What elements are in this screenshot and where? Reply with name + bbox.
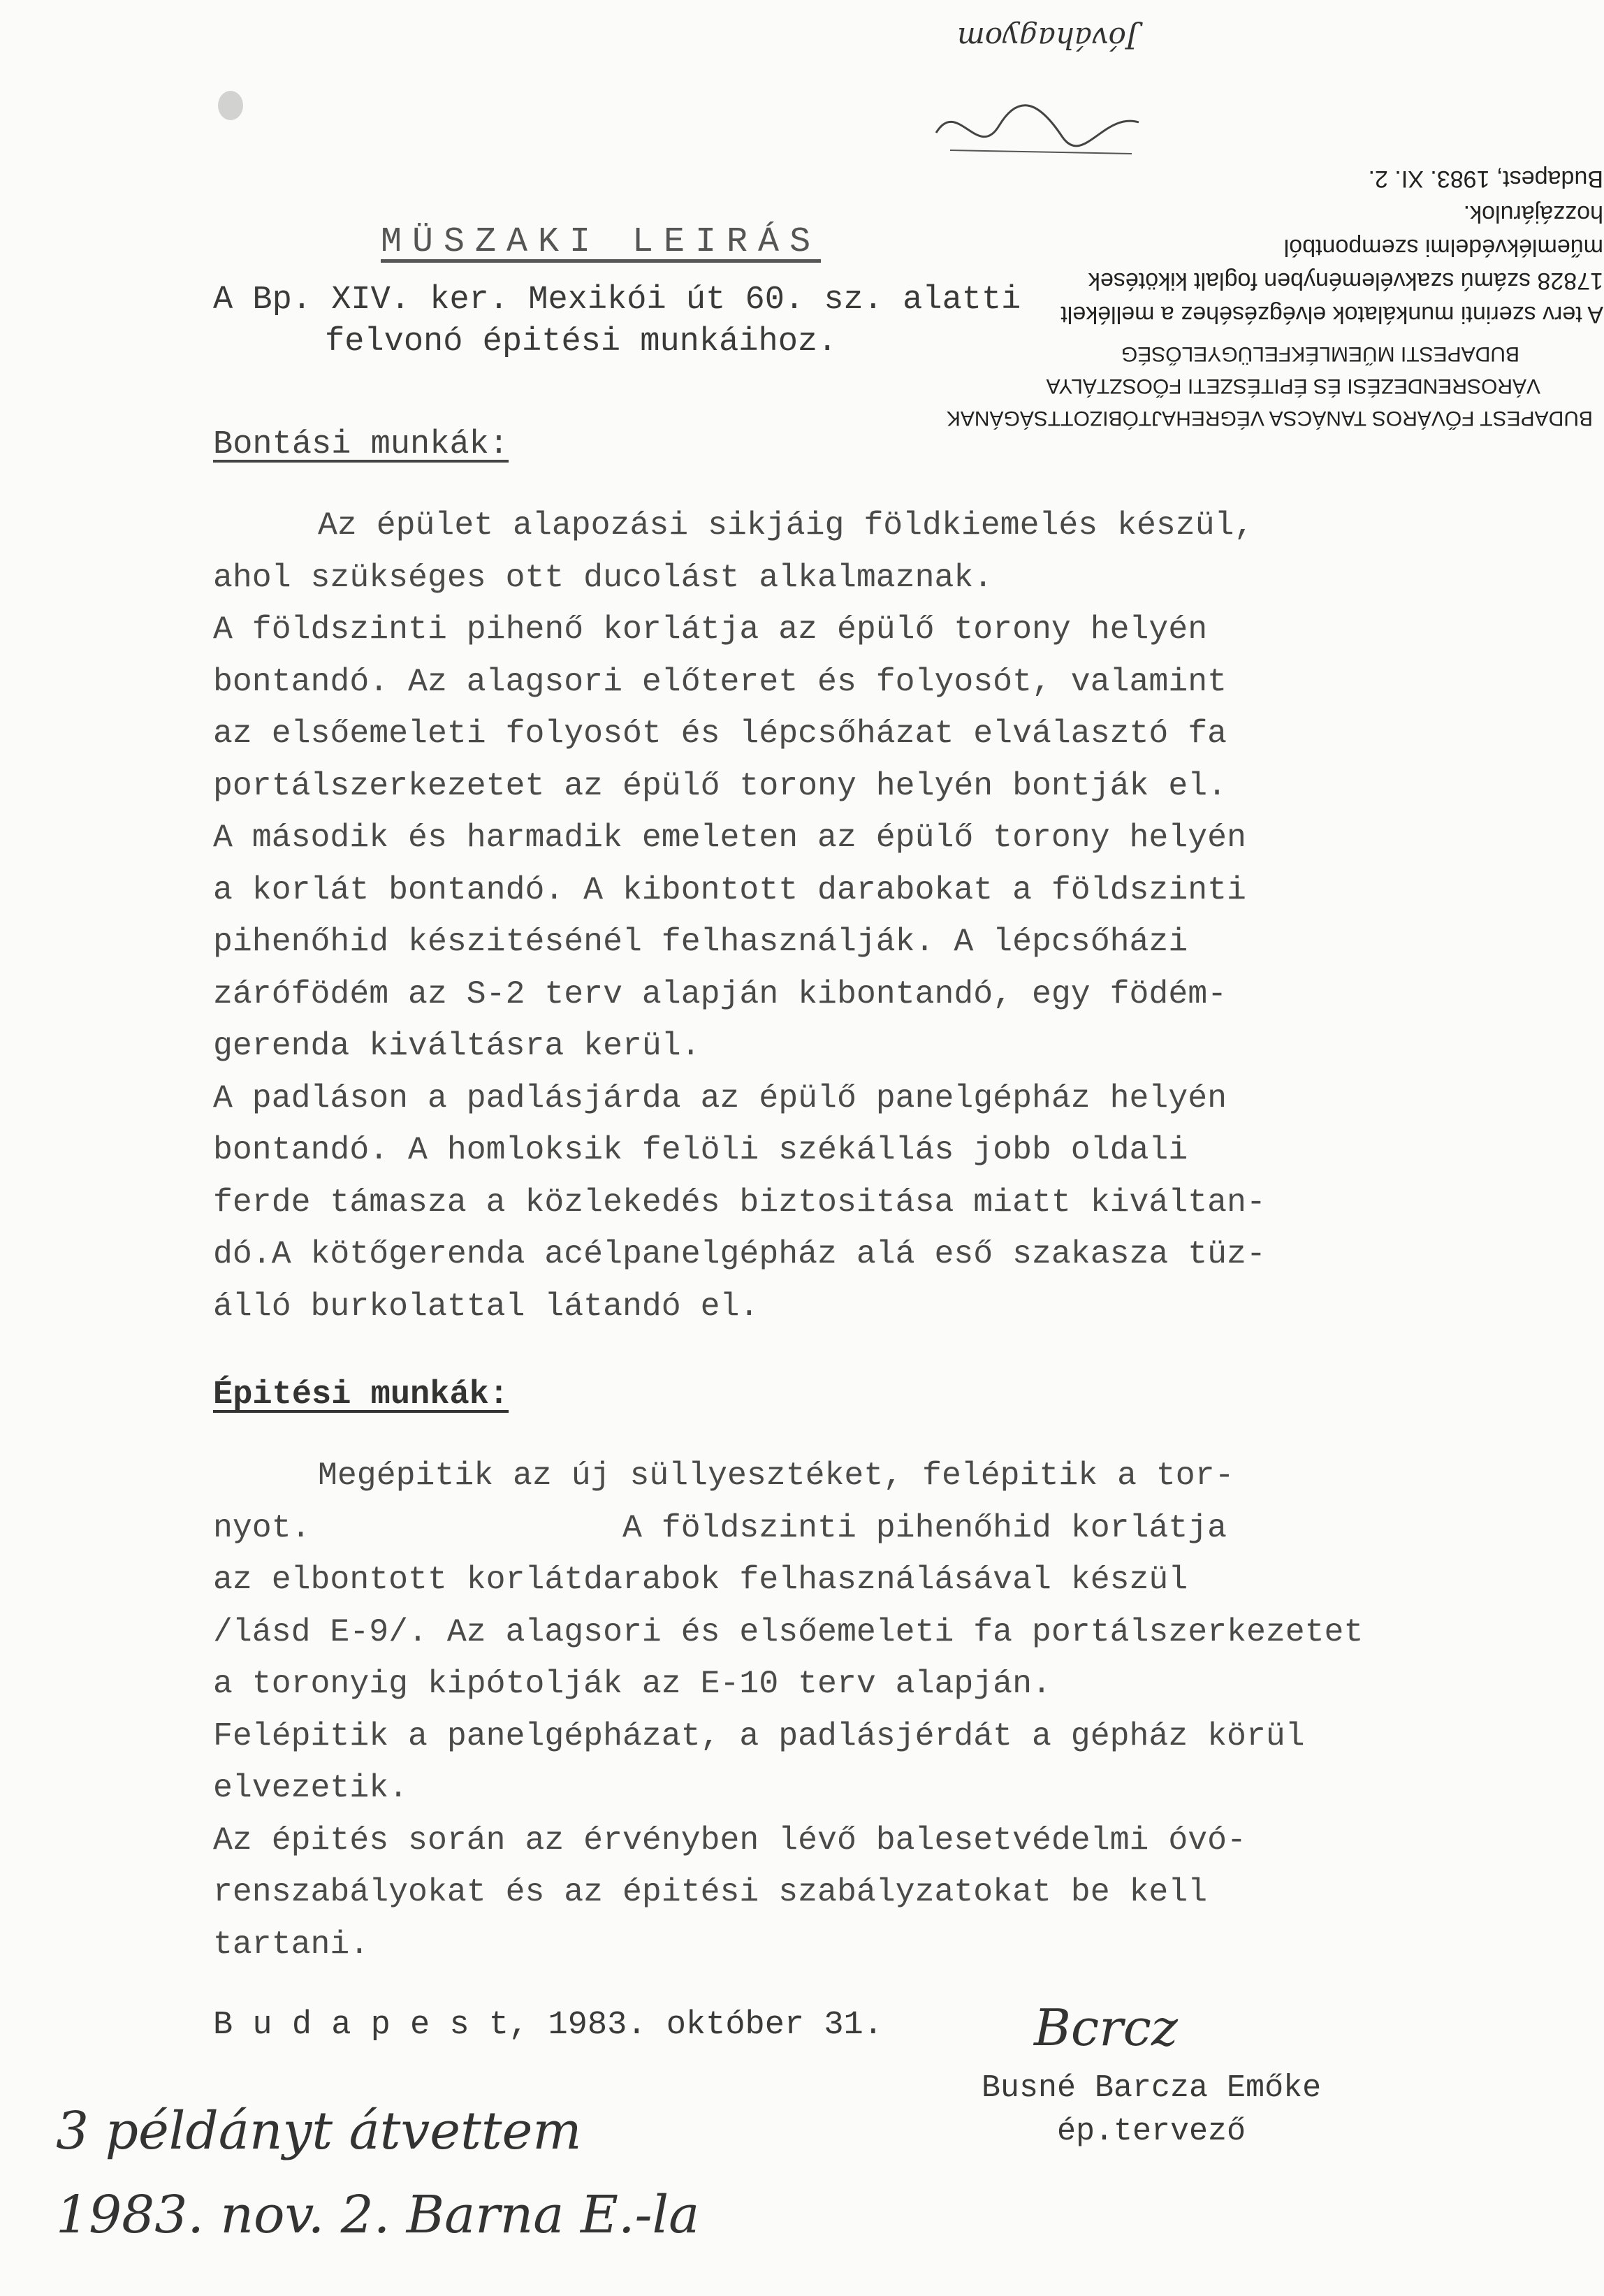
subtitle-line: A Bp. XIV. ker. Mexikói út 60. sz. alatti — [213, 282, 1021, 319]
handwritten-receipt-note — [56, 2089, 699, 2257]
section-heading-construction: Épitési munkák: — [213, 1376, 509, 1414]
stamp-line: 17828 számú szakvéleményben foglalt kikötések — [1088, 268, 1603, 294]
stamp-line: A terv szerinti munkálatok elvégzéséhez a mellékelt — [1060, 301, 1603, 328]
text-line: gerenda kiváltásra kerül. — [213, 1027, 701, 1064]
text-line: bontandó. A homloksik felöli székállás jobb oldali — [213, 1131, 1188, 1168]
text-line: a toronyig kipótolják az E-10 terv alapján. — [213, 1665, 1051, 1702]
text-line: A padláson a padlásjárda az épülő panelgépház helyén — [213, 1079, 1227, 1117]
text-line: Az épités során az érvényben lévő balesetvédelmi óvó- — [213, 1821, 1246, 1859]
text-line: ferde támasza a közlekedés biztositása miatt kiváltan- — [213, 1183, 1266, 1221]
stamp-line: Budapest, 1983. XI. 2. — [1368, 166, 1603, 192]
text-line: nyot. A földszinti pihenőhid korlátja — [213, 1509, 1227, 1546]
text-line: renszabályokat és az épitési szabályzatokat be kell — [213, 1873, 1208, 1910]
signer-name: Busné Barcza Emőke — [982, 2070, 1322, 2106]
designer-signature: Bcrcz — [1034, 1998, 1178, 2057]
text-line: álló burkolattal látandó el. — [213, 1287, 759, 1325]
subtitle-line: felvonó épitési munkáihoz. — [325, 324, 838, 361]
document-subtitle — [213, 279, 1021, 363]
text-line: tartani. — [213, 1925, 370, 1963]
text-line: pihenőhid készitésénél felhasználják. A lépcsőházi — [213, 923, 1188, 960]
signer-role: ép.tervező — [1057, 2114, 1246, 2149]
text-line: A földszinti pihenő korlátja az épülő torony helyén — [213, 611, 1208, 648]
signature-block — [982, 2067, 1321, 2153]
text-line: az elsőemeleti folyosót és lépcsőházat elválasztó fa — [213, 715, 1227, 752]
ink-smudge — [218, 91, 243, 120]
stamp-line: BUDAPEST FŐVÁROS TANÁCSA VÉGREHAJTÓBIZOTTSÁGÁNAK — [946, 407, 1593, 430]
text-line: portálszerkezetet az épülő torony helyén bontják el. — [213, 766, 1227, 804]
approver-signature-scribble — [929, 84, 1153, 168]
note-line: 3 példányt átvettem — [56, 2101, 582, 2161]
text-line: Felépitik a panelgépházat, a padlásjérdát a gépház körül — [213, 1717, 1305, 1754]
text-line: /lásd E-9/. Az alagsori és elsőemeleti fa portálszerkezetet — [213, 1613, 1364, 1650]
text-line: bontandó. Az alagsori előteret és folyosót, valamint — [213, 662, 1227, 700]
note-line: 1983. nov. 2. Barna E.-la — [56, 2185, 700, 2245]
text-line: elvezetik. — [213, 1769, 409, 1806]
stamp-line: műemlékvédelmi szempontból — [1283, 234, 1603, 261]
place-and-date: B u d a p e s t, 1983. október 31. — [213, 2007, 883, 2044]
top-handwriting: Jóváhagyom — [957, 21, 1138, 55]
text-line: A második és harmadik emeleten az épülő torony helyén — [213, 819, 1246, 856]
page-title: MÜSZAKI LEIRÁS — [381, 222, 822, 262]
text-line: a korlát bontandó. A kibontott darabokat a földszinti — [213, 871, 1246, 908]
text-line: Az épület alapozási sikjáig földkiemelés készül, — [318, 507, 1254, 544]
section-heading-demolition: Bontási munkák: — [213, 426, 509, 463]
text-line: ahol szükséges ott ducolást alkalmaznak. — [213, 558, 993, 596]
text-line: Megépitik az új süllyesztéket, felépitik a tor- — [318, 1457, 1234, 1494]
text-line: zárófödém az S-2 terv alapján kibontandó, egy födém- — [213, 975, 1227, 1012]
stamp-line: hozzájárulok. — [1463, 201, 1603, 227]
section-body-construction — [213, 1450, 1401, 1970]
stamp-line: VÁROSRENDEZÉSI ÉS ÉPITÉSZETI FŐOSZTÁLYA — [1046, 375, 1540, 398]
text-line: az elbontott korlátdarabok felhasználásával készül — [213, 1561, 1188, 1598]
stamp-line: BUDAPESTI MŰEMLÉKFELÜGYELŐSÉG — [1121, 342, 1519, 365]
text-line: dó.A kötőgerenda acélpanelgépház alá eső szakasza tüz- — [213, 1235, 1266, 1272]
section-body-demolition — [213, 500, 1401, 1332]
